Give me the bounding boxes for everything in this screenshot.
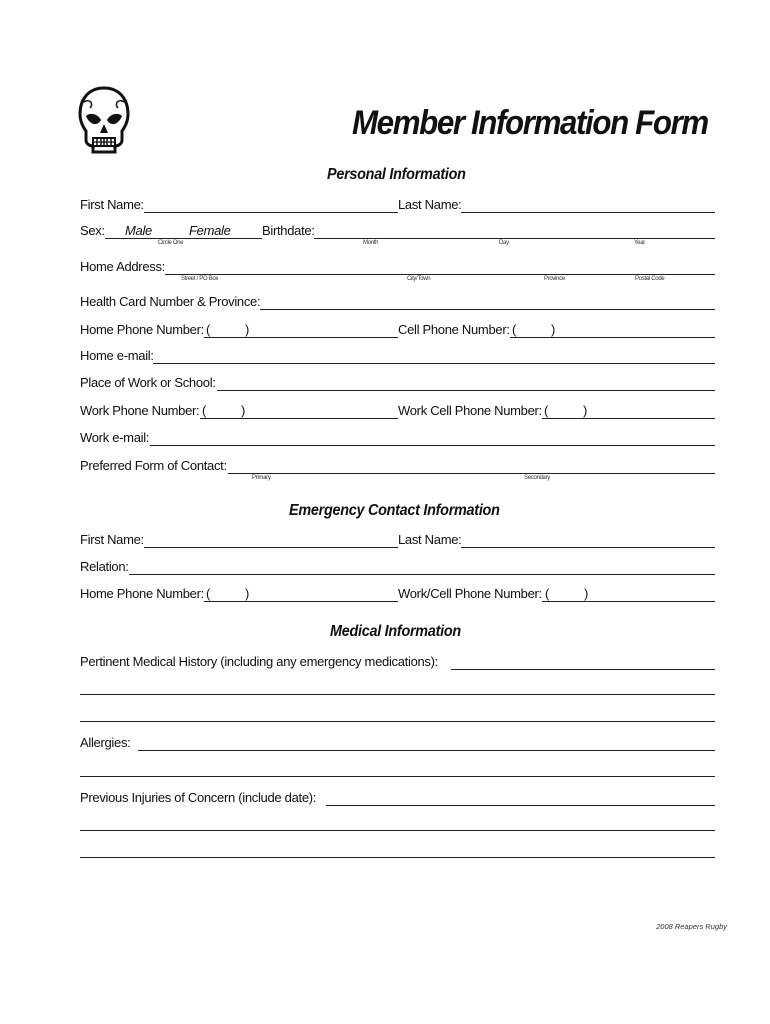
home-phone-close-paren: )	[245, 322, 250, 337]
emergency-name-row	[80, 532, 715, 550]
sex-option-female[interactable]: Female	[189, 223, 231, 238]
work-cell-phone-field[interactable]	[542, 418, 715, 419]
province-hint: Province	[544, 276, 565, 282]
section-personal-heading: Personal Information	[327, 166, 466, 183]
medical-history-line-2[interactable]	[80, 694, 715, 695]
home-phone-label: Home Phone Number:	[80, 322, 204, 337]
allergies-line-2[interactable]	[80, 776, 715, 777]
page-title: Member Information Form	[352, 104, 708, 142]
preferred-contact-label: Preferred Form of Contact:	[80, 458, 227, 473]
preferred-contact-row	[80, 458, 715, 481]
injuries-row	[80, 790, 715, 808]
emergency-home-close-paren: )	[245, 586, 250, 601]
section-medical-heading: Medical Information	[330, 623, 461, 640]
skull-logo	[76, 86, 132, 158]
work-cell-open-paren: (	[544, 403, 549, 418]
relation-label: Relation:	[80, 559, 129, 574]
month-hint: Month	[363, 240, 379, 246]
work-phone-field[interactable]	[200, 418, 398, 419]
injuries-line-2[interactable]	[80, 830, 715, 831]
birthdate-field[interactable]	[314, 238, 715, 239]
emergency-work-close-paren: )	[584, 586, 589, 601]
medical-history-label: Pertinent Medical History (including any emergency medications):	[80, 654, 438, 669]
sex-birthdate-row	[80, 223, 715, 246]
emergency-first-name-field[interactable]	[144, 547, 398, 548]
section-emergency-heading: Emergency Contact Information	[289, 502, 500, 519]
home-email-field[interactable]	[153, 363, 715, 364]
cell-phone-label: Cell Phone Number:	[398, 322, 510, 337]
work-email-row	[80, 430, 715, 448]
city-hint: City/Town	[407, 276, 431, 282]
health-card-field[interactable]	[260, 309, 715, 310]
allergies-label: Allergies:	[80, 735, 131, 750]
allergies-field[interactable]	[138, 750, 715, 751]
last-name-field[interactable]	[461, 212, 715, 213]
work-email-field[interactable]	[150, 445, 715, 446]
first-name-label: First Name:	[80, 197, 144, 212]
medical-history-row	[80, 654, 715, 672]
first-name-field[interactable]	[144, 212, 398, 213]
emergency-work-cell-label: Work/Cell Phone Number:	[398, 586, 542, 601]
sex-label: Sex:	[80, 223, 105, 238]
work-phone-label: Work Phone Number:	[80, 403, 200, 418]
home-address-field[interactable]	[165, 274, 715, 275]
home-email-label: Home e-mail:	[80, 348, 154, 363]
primary-hint: Primary	[252, 475, 271, 481]
personal-name-row	[80, 197, 715, 215]
injuries-line-3[interactable]	[80, 857, 715, 858]
secondary-hint: Secondary	[524, 475, 550, 481]
home-address-label: Home Address:	[80, 259, 165, 274]
injuries-field[interactable]	[326, 805, 715, 806]
emergency-home-phone-field[interactable]	[204, 601, 398, 602]
relation-row	[80, 559, 715, 577]
year-hint: Year	[634, 240, 645, 246]
last-name-label: Last Name:	[398, 197, 462, 212]
emergency-first-name-label: First Name:	[80, 532, 144, 547]
work-cell-phone-label: Work Cell Phone Number:	[398, 403, 542, 418]
home-address-row	[80, 259, 715, 282]
postal-code-hint: Postal Code	[635, 276, 665, 282]
skull-icon	[76, 86, 132, 158]
preferred-contact-field[interactable]	[228, 473, 715, 474]
emergency-last-name-label: Last Name:	[398, 532, 462, 547]
emergency-work-open-paren: (	[545, 586, 550, 601]
work-email-label: Work e-mail:	[80, 430, 150, 445]
work-phone-open-paren: (	[202, 403, 207, 418]
place-of-work-row	[80, 375, 715, 393]
emergency-last-name-field[interactable]	[461, 547, 715, 548]
medical-history-field[interactable]	[451, 669, 715, 670]
emergency-home-open-paren: (	[206, 586, 211, 601]
health-card-row	[80, 294, 715, 312]
day-hint: Day	[499, 240, 509, 246]
footer-credit: 2008 Reapers Rugby	[656, 922, 727, 931]
medical-history-line-3[interactable]	[80, 721, 715, 722]
health-card-label: Health Card Number & Province:	[80, 294, 261, 309]
home-email-row	[80, 348, 715, 366]
place-of-work-field[interactable]	[217, 390, 715, 391]
birthdate-label: Birthdate:	[262, 223, 315, 238]
cell-phone-field[interactable]	[510, 337, 715, 338]
emergency-home-phone-label: Home Phone Number:	[80, 586, 204, 601]
home-phone-open-paren: (	[206, 322, 211, 337]
emergency-phone-row	[80, 586, 715, 604]
phone-row	[80, 322, 715, 340]
injuries-label: Previous Injuries of Concern (include date):	[80, 790, 317, 805]
emergency-work-cell-field[interactable]	[542, 601, 715, 602]
cell-phone-open-paren: (	[512, 322, 517, 337]
place-of-work-label: Place of Work or School:	[80, 375, 216, 390]
cell-phone-close-paren: )	[551, 322, 556, 337]
relation-field[interactable]	[129, 574, 715, 575]
circle-one-hint: Circle One	[158, 240, 184, 246]
sex-option-male[interactable]: Male	[125, 223, 152, 238]
allergies-row	[80, 735, 715, 753]
work-phone-row	[80, 403, 715, 421]
street-hint: Street / PO Box	[181, 276, 219, 282]
home-phone-field[interactable]	[204, 337, 398, 338]
work-phone-close-paren: )	[241, 403, 246, 418]
work-cell-close-paren: )	[583, 403, 588, 418]
